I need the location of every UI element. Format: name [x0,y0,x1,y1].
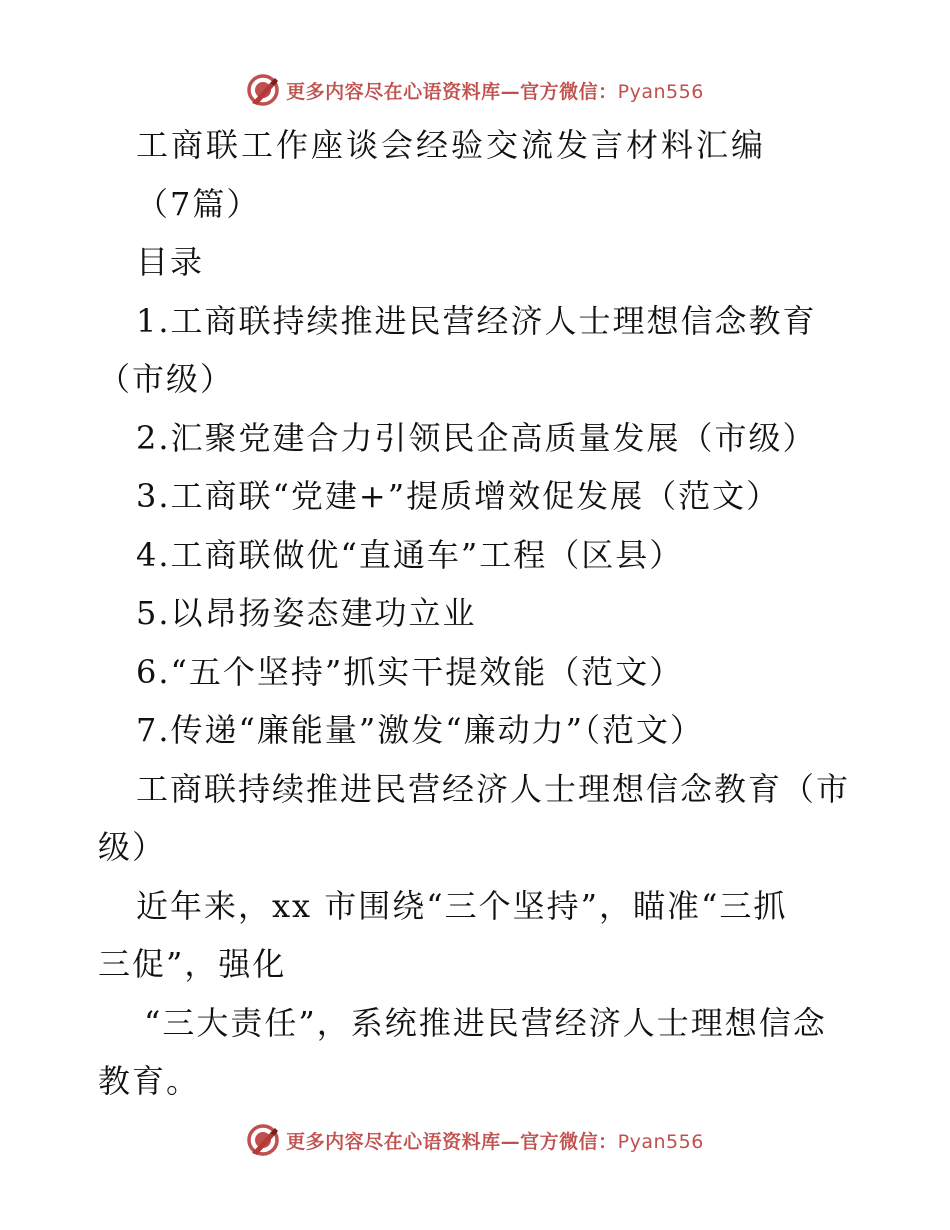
footer-watermark [0,1122,950,1158]
toc-item-7: 7.传递“廉能量”激发“廉动力”（范文） [136,711,704,749]
watermark-text: 更多内容尽在心语资料库—官方微信：Pyan556 [286,1130,704,1153]
body-paragraph-line: 教育。 [98,1062,201,1100]
watermark-wechat-id: Pyan556 [617,80,704,103]
toc-heading: 目录 [136,243,205,281]
document-title: 工商联工作座谈会经验交流发言材料汇编 [136,126,767,164]
watermark-text: 更多内容尽在心语资料库—官方微信：Pyan556 [286,80,704,103]
body-paragraph-line: 三促”，强化 [98,945,287,983]
toc-item-4: 4.工商联做优“直通车”工程（区县） [136,535,684,574]
toc-item-5: 5.以昂扬姿态建功立业 [136,594,477,632]
toc-item-1-cont: （市级） [98,360,235,398]
red-pen-circle-icon [246,73,280,107]
document-body [98,116,858,1111]
document-title-count: （7篇） [136,184,261,223]
watermark-wechat-id: Pyan556 [617,1130,704,1153]
section-title-cont: 级） [98,828,167,866]
toc-item-6: 6.“五个坚持”抓实干提效能（范文） [136,652,684,691]
toc-item-2: 2.汇聚党建合力引领民企高质量发展（市级） [136,418,817,457]
red-pen-circle-icon [246,1123,280,1157]
header-watermark [0,72,950,108]
body-paragraph-line: 近年来，xx 市围绕“三个坚持”，瞄准“三抓 [136,886,788,925]
toc-item-1: 1.工商联持续推进民营经济人士理想信念教育 [136,301,817,340]
toc-item-3: 3.工商联“党建+”提质增效促发展（范文） [136,477,781,515]
section-title: 工商联持续推进民营经济人士理想信念教育（市 [136,769,851,808]
body-paragraph-line: “三大责任”，系统推进民营经济人士理想信念 [144,1003,827,1042]
